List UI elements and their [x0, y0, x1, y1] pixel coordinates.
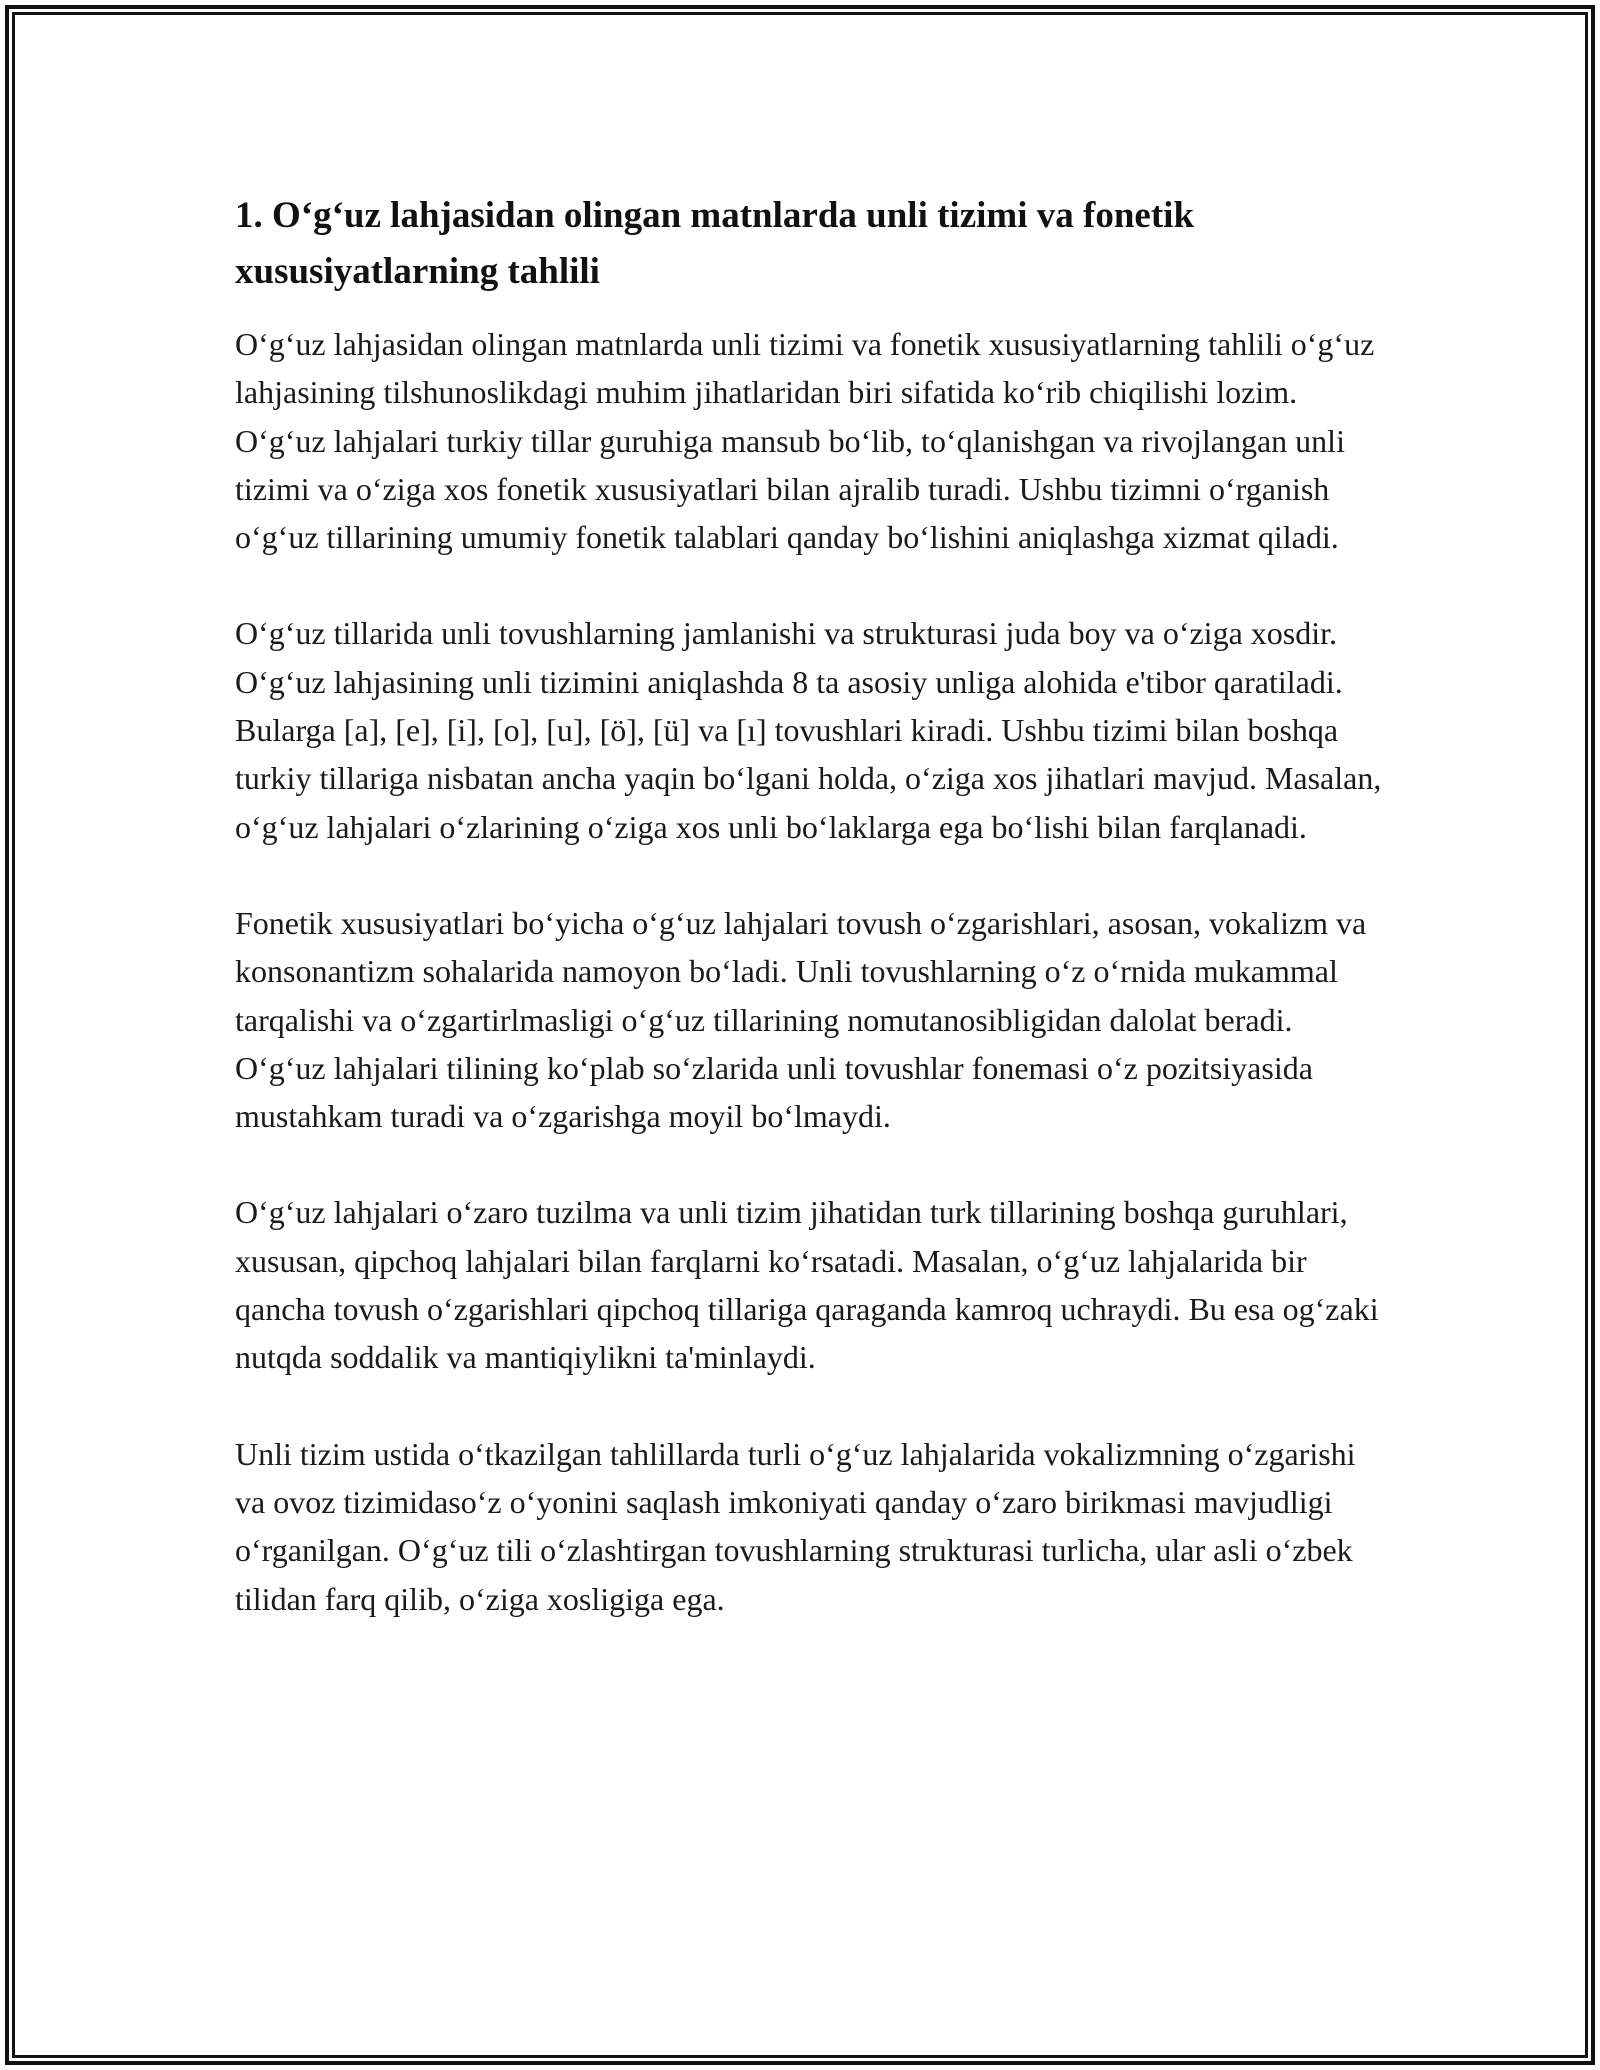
section-title: 1. O‘g‘uz lahjasidan olingan matnlarda unli tizimi va fonetik xususiyatlarning tahlili: [235, 195, 1195, 292]
paragraph-4: O‘g‘uz lahjalari o‘zaro tuzilma va unli tizim jihatidan turk tillarining boshqa guruhlari, xususan, qipchoq lahjalari bilan farqlarni ko‘rsatadi. Masalan, o‘g‘uz lahjalarida bir qancha tovush o‘zgarishlari qipchoq tillariga qaraganda kamroq uchraydi. Bu esa og‘zaki nutqda soddalik va mantiqiylikni ta'minlaydi.: [235, 1194, 1379, 1376]
paragraph-3: Fonetik xususiyatlari bo‘yicha o‘g‘uz lahjalari tovush o‘zgarishlari, asosan, vokalizm va konsonantizm sohalarida namoyon bo‘ladi. Unli tovushlarning o‘z o‘rnida mukammal tarqalishi va o‘zgartirlmasligi o‘g‘uz tillarining nomutanosibligidan dalolat beradi. O‘g‘uz lahjalari tilining ko‘plab so‘zlarida unli tovushlar fonemasi o‘z pozitsiyasida mustahkam turadi va o‘zgarishga moyil bo‘lmaydi.: [235, 904, 1367, 1135]
document-body: [235, 188, 1385, 1623]
paragraph-1: O‘g‘uz lahjasidan olingan matnlarda unli tizimi va fonetik xususiyatlarning tahlili o‘g‘uz lahjasining tilshunoslikdagi muhim jihatlaridan biri sifatida ko‘rib chiqilishi lozim. O‘g‘uz lahjalari turkiy tillar guruhiga mansub bo‘lib, to‘qlanishgan va rivojlangan unli tizimi va o‘ziga xos fonetik xususiyatlari bilan ajralib turadi. Ushbu tizimni o‘rganish o‘g‘uz tillarining umumiy fonetik talablari qanday bo‘lishini aniqlashga xizmat qiladi.: [235, 326, 1375, 556]
paragraph-2: O‘g‘uz tillarida unli tovushlarning jamlanishi va strukturasi juda boy va o‘ziga xosdir. O‘g‘uz lahjasining unli tizimini aniqlashda 8 ta asosiy unliga alohida e'tibor qaratiladi. Bularga [a], [e], [i], [o], [u], [ö], [ü] va [ı] tovushlari kiradi. Ushbu tizimi bilan boshqa turkiy tillariga nisbatan ancha yaqin bo‘lgani holda, o‘ziga xos jihatlari mavjud. Masalan, o‘g‘uz lahjalari o‘zlarining o‘ziga xos unli bo‘laklarga ega bo‘lishi bilan farqlanadi.: [235, 615, 1382, 845]
paragraph-5: Unli tizim ustida o‘tkazilgan tahlillarda turli o‘g‘uz lahjalarida vokalizmning o‘zgarishi va ovoz tizimidaso‘z o‘yonini saqlash imkoniyati qanday o‘zaro birikmasi mavjudligi o‘rganilgan. O‘g‘uz tili o‘zlashtirgan tovushlarning strukturasi turlicha, ular asli o‘zbek tilidan farq qilib, o‘ziga xosligiga ega.: [235, 1435, 1356, 1617]
